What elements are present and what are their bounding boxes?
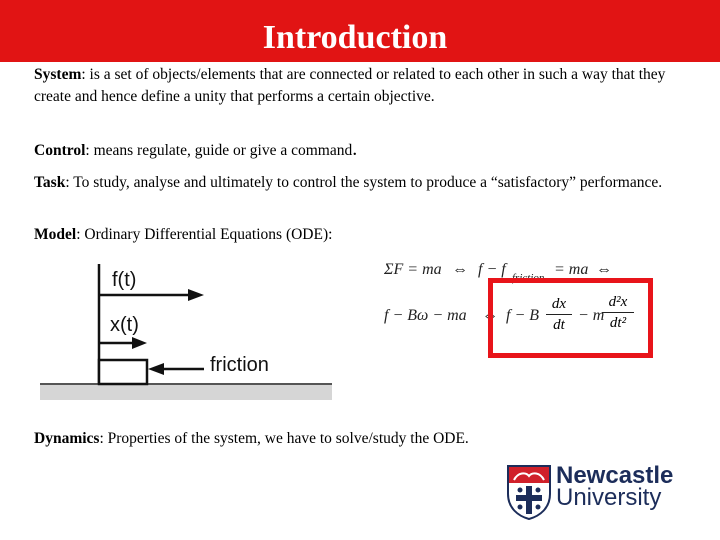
slide-title: Introduction [262,19,448,56]
model-paragraph [34,224,684,246]
task-text: : To study, analyse and ultimately to control the system to produce a “satisfactory” performance. [65,174,663,191]
block-friction-diagram [38,258,338,404]
position-label: x(t) [110,314,139,336]
model-term: Model [34,226,77,243]
force-label: f(t) [112,269,137,291]
moving-block [99,360,147,384]
logo-word-university: University [556,484,662,511]
eq2-lhs: f − Bω − ma [384,307,467,324]
eq2-frac2-den: dt² [609,315,627,331]
control-term: Control [34,142,86,159]
eq1-equivalence-icon: ⇔ [452,261,468,278]
eq1-mid: f − f [478,261,506,278]
eq2-frac2-num: d²x [608,294,628,310]
model-text: : Ordinary Differential Equations (ODE): [76,226,333,243]
friction-arrow-head [148,363,164,375]
university-logo [506,464,676,522]
eq1-rhs: = ma [554,261,589,278]
eq2-equivalence-icon: ⇔ [482,307,498,324]
logo-word-newcastle: Newcastle [556,462,674,489]
equation-highlight-box [488,278,653,358]
eq1-equivalence-icon-2: ⇔ [596,261,612,278]
eq1-lhs: ΣF = ma [384,261,442,278]
dynamics-paragraph [34,428,684,450]
eq2-frac1-den: dt [553,317,565,333]
system-term: System [34,66,82,83]
friction-label: friction [210,354,269,376]
dynamics-text: : Properties of the system, we have to solve/study the ODE. [99,430,469,447]
university-crest-icon [506,464,552,520]
task-term: Task [34,174,66,191]
ground-surface [40,384,332,400]
eq2-mid: f − B [506,307,540,324]
position-arrow-head [132,337,147,349]
system-text: : is a set of objects/elements that are connected or related to each other in such a way that they create and hence define a unity that performs a certain objective. [34,66,666,105]
task-paragraph [34,172,684,194]
system-paragraph [34,64,684,108]
control-paragraph [34,138,684,162]
control-period: . [352,138,358,160]
eq2-frac1-num: dx [551,296,567,312]
force-arrow-head [188,289,204,301]
eq1-subscript: friction [512,272,545,284]
eq2-minus-m: − m [578,307,605,324]
control-text: : means regulate, guide or give a command [85,142,353,159]
diagram-graphic [38,258,338,404]
dynamics-term: Dynamics [34,430,100,447]
